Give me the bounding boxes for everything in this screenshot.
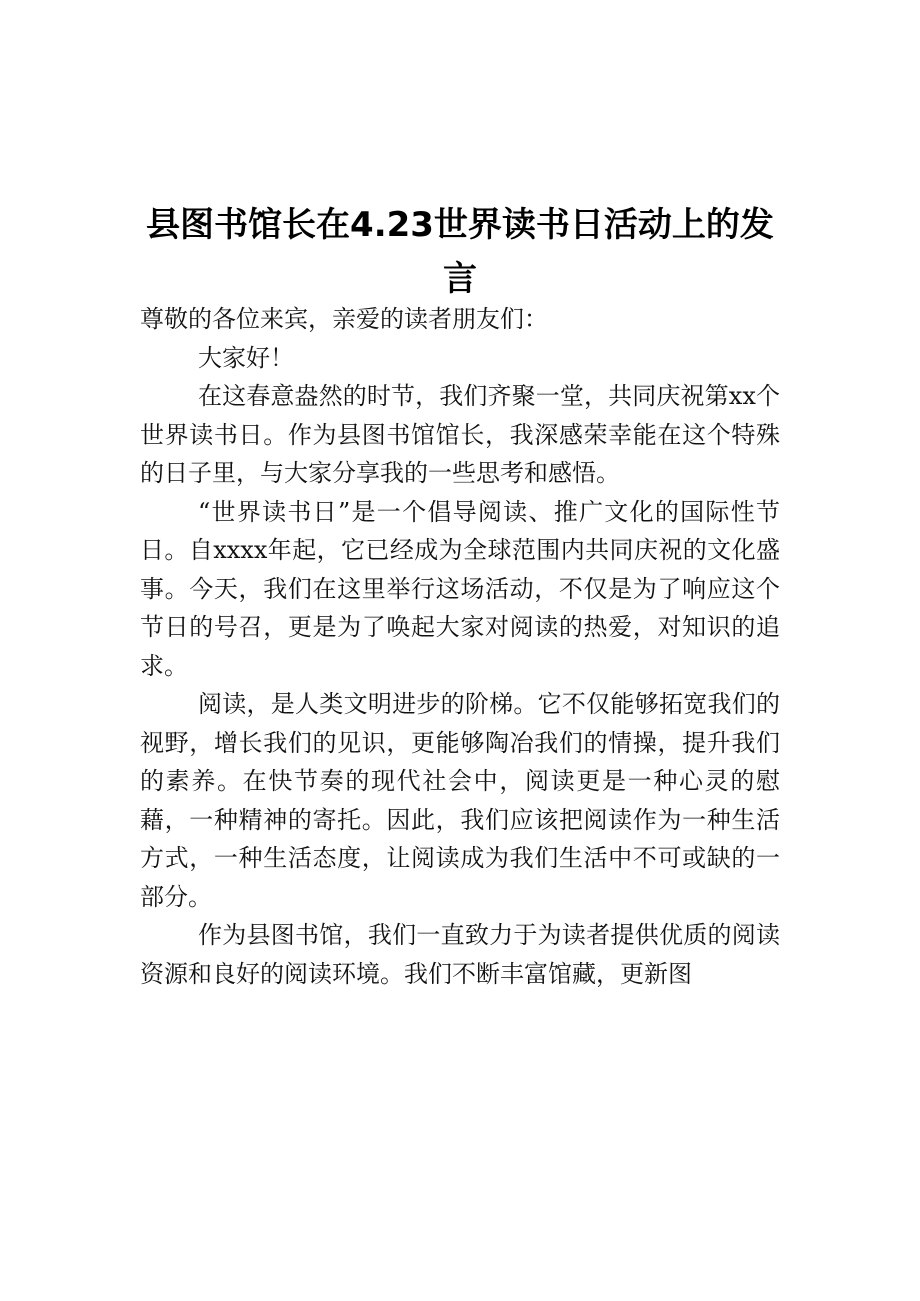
paragraph-4: 作为县图书馆，我们一直致力于为读者提供优质的阅读资源和良好的阅读环境。我们不断丰富馆藏，更新图 (140, 921, 780, 988)
salutation: 尊敬的各位来宾，亲爱的读者朋友们： (140, 305, 548, 333)
document-title: 县图书馆长在4.23世界读书日活动上的发言 (146, 205, 774, 299)
greeting: 大家好！ (198, 343, 294, 372)
paragraph-1: 在这春意盎然的时节，我们齐聚一堂，共同庆祝第xx个世界读书日。作为县图书馆馆长，我深感荣幸能在这个特殊的日子里，与大家分享我的一些思考和感悟。 (140, 382, 780, 487)
paragraph-3: 阅读，是人类文明进步的阶梯。它不仅能够拓宽我们的视野，增长我们的见识，更能够陶冶我们的情操，提升我们的素养。在快节奏的现代社会中，阅读更是一种心灵的慰藉，一种精神的寄托。因此，我们应该把阅读作为一种生活方式，一种生活态度，让阅读成为我们生活中不可或缺的一部分。 (140, 690, 780, 911)
document-body (140, 300, 780, 993)
paragraph-2: “世界读书日”是一个倡导阅读、推广文化的国际性节日。自xxxx年起，它已经成为全球范围内共同庆祝的文化盛事。今天，我们在这里举行这场活动，不仅是为了响应这个节日的号召，更是为了唤起大家对阅读的热爱，对知识的追求。 (140, 497, 780, 680)
